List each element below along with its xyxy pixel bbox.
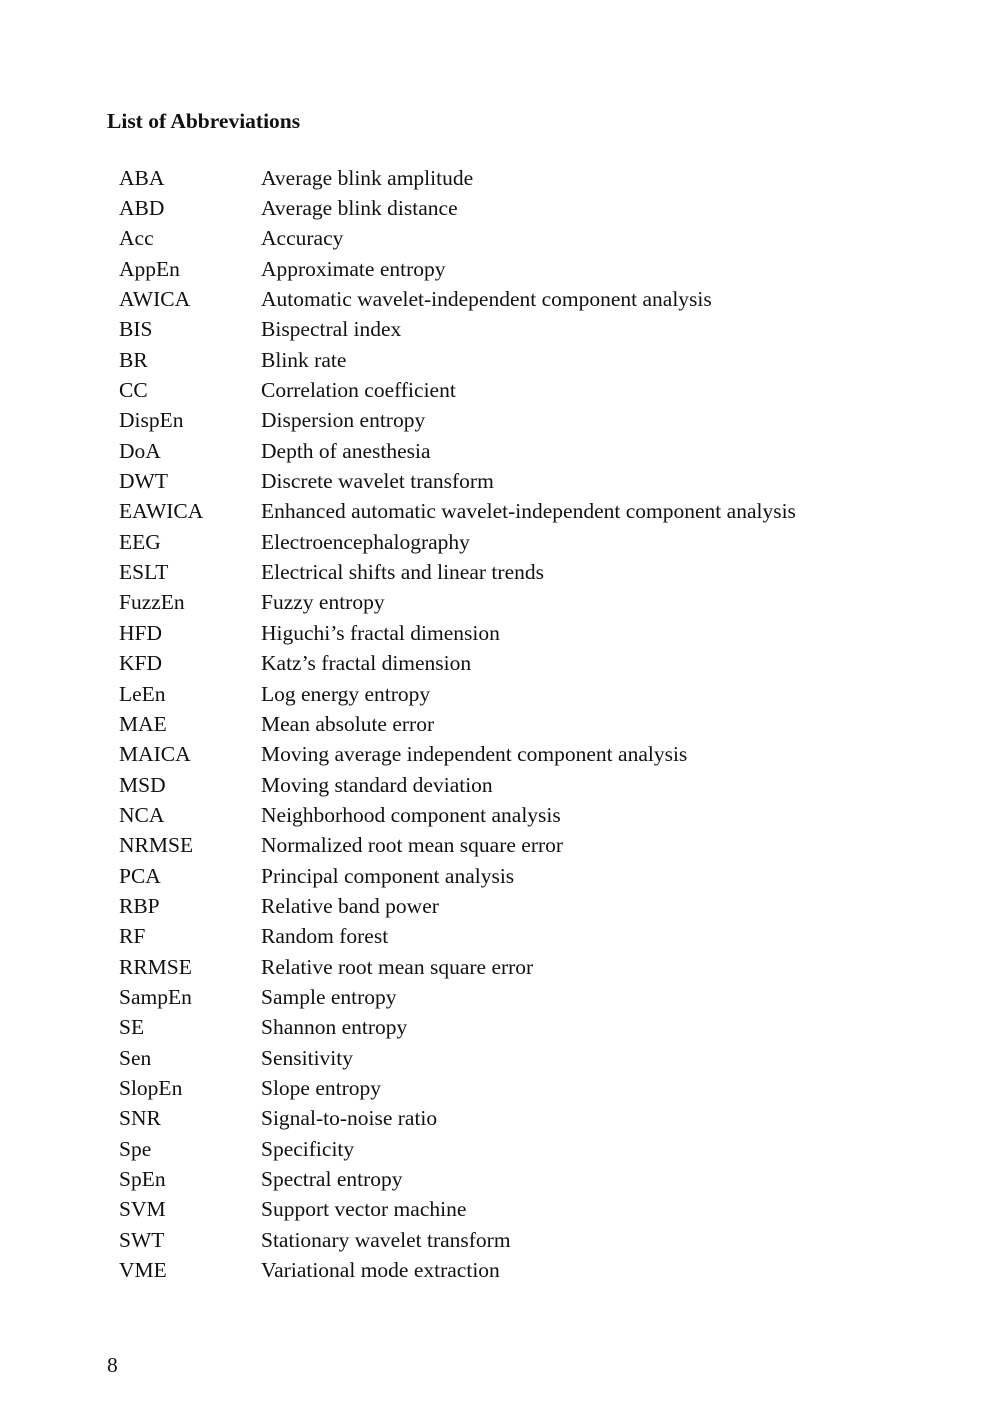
abbreviation-definition: Moving standard deviation: [261, 772, 493, 797]
abbreviation-term: HFD: [119, 620, 163, 645]
abbreviation-term: SpEn: [119, 1167, 166, 1192]
abbreviation-definition: Sample entropy: [261, 984, 397, 1009]
abbreviation-definition: Mean absolute error: [261, 711, 435, 736]
abbreviation-term: RBP: [119, 893, 160, 918]
abbreviation-row: [119, 284, 979, 314]
abbreviation-definition: Dispersion entropy: [261, 408, 426, 433]
abbreviation-definition: Correlation coefficient: [261, 378, 456, 403]
abbreviation-row: [119, 466, 979, 496]
abbreviation-term: FuzzEn: [119, 590, 185, 615]
abbreviation-term: ABA: [119, 165, 165, 190]
abbreviation-term: LeEn: [119, 681, 166, 706]
abbreviation-row: [119, 1195, 979, 1225]
abbreviation-term: BR: [119, 347, 148, 372]
abbreviation-definition: Normalized root mean square error: [261, 833, 564, 858]
abbreviation-term: BIS: [119, 317, 153, 342]
abbreviation-row: [119, 618, 979, 648]
abbreviation-term: DispEn: [119, 408, 184, 433]
abbreviation-definition: Slope entropy: [261, 1075, 382, 1100]
abbreviation-definition: Relative band power: [261, 893, 439, 918]
abbreviation-definition: Accuracy: [261, 226, 344, 251]
abbreviation-term: CC: [119, 378, 148, 403]
abbreviation-definition: Support vector machine: [261, 1197, 467, 1222]
abbreviation-row: [119, 1073, 979, 1103]
page-number: 8: [107, 1353, 118, 1377]
abbreviation-row: [119, 891, 979, 921]
abbreviation-row: [119, 982, 979, 1012]
abbreviation-term: SVM: [119, 1197, 166, 1222]
abbreviation-term: SlopEn: [119, 1075, 183, 1100]
abbreviation-term: SampEn: [119, 984, 192, 1009]
abbreviation-definition: Signal-to-noise ratio: [261, 1106, 438, 1131]
abbreviation-row: [119, 193, 979, 223]
abbreviation-row: [119, 1043, 979, 1073]
abbreviation-row: [119, 1134, 979, 1164]
abbreviation-term: NCA: [119, 802, 165, 827]
abbreviation-definition: Relative root mean square error: [261, 954, 534, 979]
abbreviation-row: [119, 1013, 979, 1043]
abbreviation-row: [119, 1104, 979, 1134]
abbreviation-term: RF: [119, 924, 146, 949]
abbreviation-row: [119, 315, 979, 345]
abbreviation-definition: Average blink distance: [261, 196, 458, 221]
abbreviation-term: SNR: [119, 1106, 161, 1131]
abbreviation-definition: Fuzzy entropy: [261, 590, 385, 615]
abbreviation-row: [119, 375, 979, 405]
abbreviation-term: MSD: [119, 772, 166, 797]
abbreviation-definition: Blink rate: [261, 347, 347, 372]
abbreviation-row: [119, 224, 979, 254]
abbreviation-term: EAWICA: [119, 499, 204, 524]
abbreviation-row: [119, 1255, 979, 1285]
abbreviation-definition: Moving average independent component analysis: [261, 742, 688, 767]
abbreviation-term: SWT: [119, 1227, 165, 1252]
abbreviation-term: KFD: [119, 651, 163, 676]
abbreviation-term: AWICA: [119, 287, 191, 312]
abbreviation-row: [119, 254, 979, 284]
abbreviation-row: [119, 557, 979, 587]
abbreviation-term: Acc: [119, 226, 154, 251]
abbreviation-definition: Electroencephalography: [261, 529, 470, 554]
abbreviation-row: [119, 1225, 979, 1255]
abbreviation-term: RRMSE: [119, 954, 192, 979]
abbreviation-row: [119, 436, 979, 466]
abbreviation-row: [119, 406, 979, 436]
abbreviation-definition: Higuchi’s fractal dimension: [261, 620, 500, 645]
abbreviation-term: EEG: [119, 529, 161, 554]
abbreviation-list: [119, 163, 979, 1286]
abbreviation-row: [119, 922, 979, 952]
abbreviation-definition: Random forest: [261, 924, 389, 949]
abbreviation-term: AppEn: [119, 256, 180, 281]
abbreviation-definition: Katz’s fractal dimension: [261, 651, 472, 676]
abbreviation-row: [119, 861, 979, 891]
abbreviation-definition: Variational mode extraction: [261, 1258, 500, 1283]
abbreviation-row: [119, 588, 979, 618]
abbreviation-term: MAE: [119, 711, 167, 736]
abbreviation-term: SE: [119, 1015, 145, 1040]
abbreviation-term: DoA: [119, 438, 161, 463]
abbreviation-row: [119, 740, 979, 770]
abbreviation-definition: Neighborhood component analysis: [261, 802, 561, 827]
abbreviation-row: [119, 497, 979, 527]
abbreviation-definition: Approximate entropy: [261, 256, 446, 281]
abbreviation-row: [119, 831, 979, 861]
abbreviation-term: MAICA: [119, 742, 191, 767]
abbreviation-definition: Enhanced automatic wavelet-independent component analysis: [261, 499, 796, 524]
abbreviation-row: [119, 800, 979, 830]
page-title: List of Abbreviations: [107, 109, 301, 133]
abbreviation-row: [119, 679, 979, 709]
abbreviation-row: [119, 345, 979, 375]
abbreviation-term: ESLT: [119, 560, 169, 585]
abbreviation-definition: Specificity: [261, 1136, 355, 1161]
abbreviation-term: ABD: [119, 196, 165, 221]
abbreviation-definition: Log energy entropy: [261, 681, 431, 706]
abbreviation-definition: Shannon entropy: [261, 1015, 408, 1040]
abbreviation-row: [119, 527, 979, 557]
abbreviation-definition: Average blink amplitude: [261, 165, 474, 190]
abbreviation-term: DWT: [119, 469, 168, 494]
abbreviation-term: NRMSE: [119, 833, 194, 858]
abbreviation-term: Sen: [119, 1045, 152, 1070]
abbreviation-definition: Automatic wavelet-independent component analysis: [261, 287, 712, 312]
abbreviation-definition: Bispectral index: [261, 317, 402, 342]
abbreviation-definition: Electrical shifts and linear trends: [261, 560, 544, 585]
abbreviation-definition: Spectral entropy: [261, 1167, 403, 1192]
abbreviation-row: [119, 952, 979, 982]
abbreviation-row: [119, 649, 979, 679]
abbreviation-row: [119, 709, 979, 739]
abbreviation-definition: Discrete wavelet transform: [261, 469, 494, 494]
abbreviation-row: [119, 1164, 979, 1194]
abbreviation-definition: Principal component analysis: [261, 863, 515, 888]
abbreviation-term: Spe: [119, 1136, 152, 1161]
abbreviation-term: VME: [119, 1258, 167, 1283]
abbreviation-definition: Sensitivity: [261, 1045, 353, 1070]
abbreviation-definition: Stationary wavelet transform: [261, 1227, 511, 1252]
abbreviation-row: [119, 770, 979, 800]
abbreviation-term: PCA: [119, 863, 161, 888]
abbreviation-definition: Depth of anesthesia: [261, 438, 431, 463]
abbreviation-row: [119, 163, 979, 193]
